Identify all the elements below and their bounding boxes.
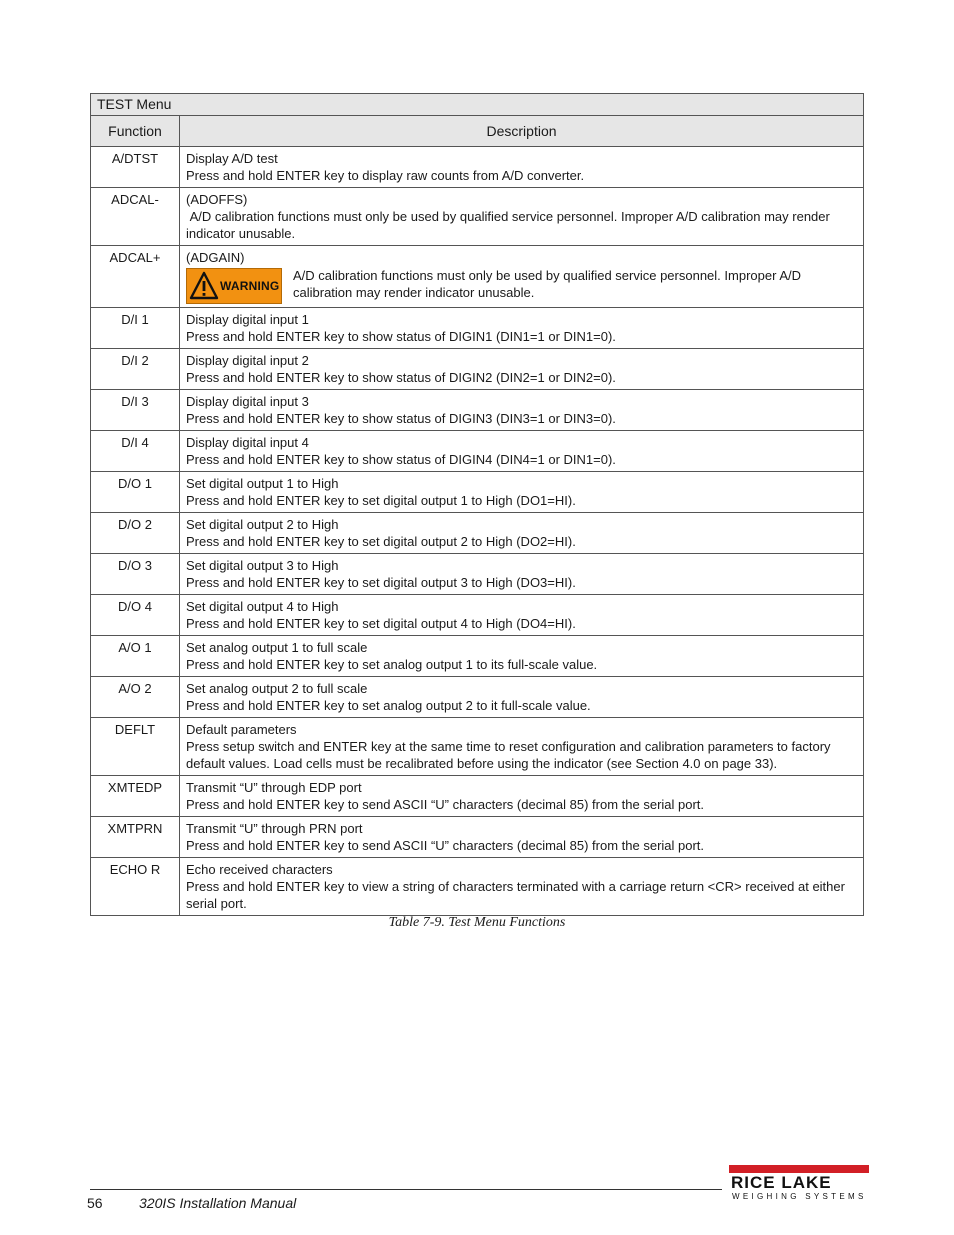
function-cell: XMTPRN — [91, 817, 180, 858]
table-row — [91, 858, 864, 916]
description-cell — [180, 431, 864, 472]
description-heading: Display digital input 3 — [186, 394, 309, 409]
description-text: Press and hold ENTER key to set digital output 1 to High (DO1=HI). — [186, 493, 576, 508]
function-cell: A/O 2 — [91, 677, 180, 718]
table-caption: Table 7-9. Test Menu Functions — [388, 915, 566, 930]
description-heading: Display digital input 2 — [186, 353, 309, 368]
document-title: 320IS Installation Manual — [139, 1195, 297, 1211]
description-text: Press and hold ENTER key to set digital output 4 to High (DO4=HI). — [186, 616, 576, 631]
table-row — [91, 677, 864, 718]
function-cell: D/O 2 — [91, 513, 180, 554]
column-header-function: Function — [91, 116, 180, 147]
description-cell — [180, 817, 864, 858]
warning-badge — [186, 268, 282, 304]
description-heading: Display A/D test — [186, 151, 278, 166]
table-row — [91, 718, 864, 776]
description-text: Press and hold ENTER key to send ASCII “U” characters (decimal 85) from the serial port. — [186, 797, 705, 812]
description-cell — [180, 718, 864, 776]
description-text: Press and hold ENTER key to show status of DIGIN1 (DIN1=1 or DIN1=0). — [186, 329, 616, 344]
description-text: Press setup switch and ENTER key at the same time to reset configuration and calibration parameters to factory default values. Load cells must be recalibrated before using the indicator (see Section 4.0 on page 33). — [186, 739, 831, 771]
description-text: A/D calibration functions must only be used by qualified service personnel. Improper A/D calibration may render indicator unusable. — [186, 209, 834, 241]
table-row — [91, 188, 864, 246]
description-heading: Transmit “U” through EDP port — [186, 780, 362, 795]
table-row — [91, 776, 864, 817]
function-cell: D/O 4 — [91, 595, 180, 636]
logo-name: RICE LAKE — [731, 1173, 832, 1192]
description-heading: Echo received characters — [186, 862, 333, 877]
footer-divider — [90, 1189, 722, 1190]
description-cell — [180, 246, 864, 308]
description-heading: (ADOFFS) — [186, 192, 248, 207]
function-cell: ECHO R — [91, 858, 180, 916]
description-heading: (ADGAIN) — [186, 250, 245, 265]
table-row — [91, 636, 864, 677]
description-text: Press and hold ENTER key to set analog output 1 to its full-scale value. — [186, 657, 598, 672]
table-title: TEST Menu — [91, 94, 864, 116]
function-cell: DEFLT — [91, 718, 180, 776]
description-heading: Set digital output 4 to High — [186, 599, 339, 614]
description-cell — [180, 188, 864, 246]
function-cell: ADCAL+ — [91, 246, 180, 308]
description-cell — [180, 554, 864, 595]
description-heading: Set analog output 1 to full scale — [186, 640, 368, 655]
description-text: Press and hold ENTER key to set analog output 2 to it full-scale value. — [186, 698, 591, 713]
function-cell: D/I 4 — [91, 431, 180, 472]
description-text: Press and hold ENTER key to show status of DIGIN2 (DIN2=1 or DIN2=0). — [186, 370, 616, 385]
logo-tagline: WEIGHING SYSTEMS — [732, 1192, 867, 1201]
description-heading: Display digital input 1 — [186, 312, 309, 327]
test-menu-table — [90, 93, 864, 916]
description-cell — [180, 677, 864, 718]
function-cell: A/DTST — [91, 147, 180, 188]
table-row — [91, 431, 864, 472]
description-cell — [180, 513, 864, 554]
function-cell: D/O 3 — [91, 554, 180, 595]
description-heading: Set digital output 2 to High — [186, 517, 339, 532]
warning-text: A/D calibration functions must only be used by qualified service personnel. Improper A/D calibration may render indicator unusable. — [293, 268, 801, 300]
table-body — [91, 147, 864, 916]
description-heading: Set analog output 2 to full scale — [186, 681, 368, 696]
function-cell: ADCAL- — [91, 188, 180, 246]
table-row — [91, 308, 864, 349]
description-cell — [180, 147, 864, 188]
column-header-description: Description — [180, 116, 864, 147]
description-text: Press and hold ENTER key to show status of DIGIN3 (DIN3=1 or DIN3=0). — [186, 411, 616, 426]
description-cell — [180, 390, 864, 431]
table-row — [91, 390, 864, 431]
description-heading: Transmit “U” through PRN port — [186, 821, 363, 836]
description-text: Press and hold ENTER key to display raw counts from A/D converter. — [186, 168, 585, 183]
description-text: Press and hold ENTER key to show status of DIGIN4 (DIN4=1 or DIN1=0). — [186, 452, 616, 467]
description-cell — [180, 595, 864, 636]
description-heading: Default parameters — [186, 722, 297, 737]
warning-triangle-icon — [189, 271, 219, 301]
logo-red-bar — [729, 1165, 869, 1173]
table-row — [91, 147, 864, 188]
description-cell — [180, 308, 864, 349]
function-cell: XMTEDP — [91, 776, 180, 817]
table-row — [91, 513, 864, 554]
description-heading: Set digital output 3 to High — [186, 558, 339, 573]
function-cell: D/O 1 — [91, 472, 180, 513]
function-cell: A/O 1 — [91, 636, 180, 677]
description-text: Press and hold ENTER key to send ASCII “U” characters (decimal 85) from the serial port. — [186, 838, 705, 853]
function-cell: D/I 2 — [91, 349, 180, 390]
description-cell — [180, 776, 864, 817]
table-row — [91, 246, 864, 308]
table-row — [91, 595, 864, 636]
description-text: Press and hold ENTER key to set digital output 2 to High (DO2=HI). — [186, 534, 576, 549]
description-cell — [180, 858, 864, 916]
page-number: 56 — [87, 1195, 103, 1211]
table-row — [91, 349, 864, 390]
function-cell: D/I 3 — [91, 390, 180, 431]
description-cell — [180, 472, 864, 513]
table-row — [91, 554, 864, 595]
description-text: Press and hold ENTER key to set digital output 3 to High (DO3=HI). — [186, 575, 576, 590]
description-cell — [180, 349, 864, 390]
table-row — [91, 817, 864, 858]
function-cell: D/I 1 — [91, 308, 180, 349]
description-text: Press and hold ENTER key to view a string of characters terminated with a carriage return <CR> received at either serial port. — [186, 879, 845, 911]
warning-block — [186, 267, 857, 304]
warning-label: WARNING — [220, 278, 280, 293]
table-row — [91, 472, 864, 513]
rice-lake-logo — [729, 1165, 869, 1205]
description-heading: Set digital output 1 to High — [186, 476, 339, 491]
description-cell — [180, 636, 864, 677]
description-heading: Display digital input 4 — [186, 435, 309, 450]
